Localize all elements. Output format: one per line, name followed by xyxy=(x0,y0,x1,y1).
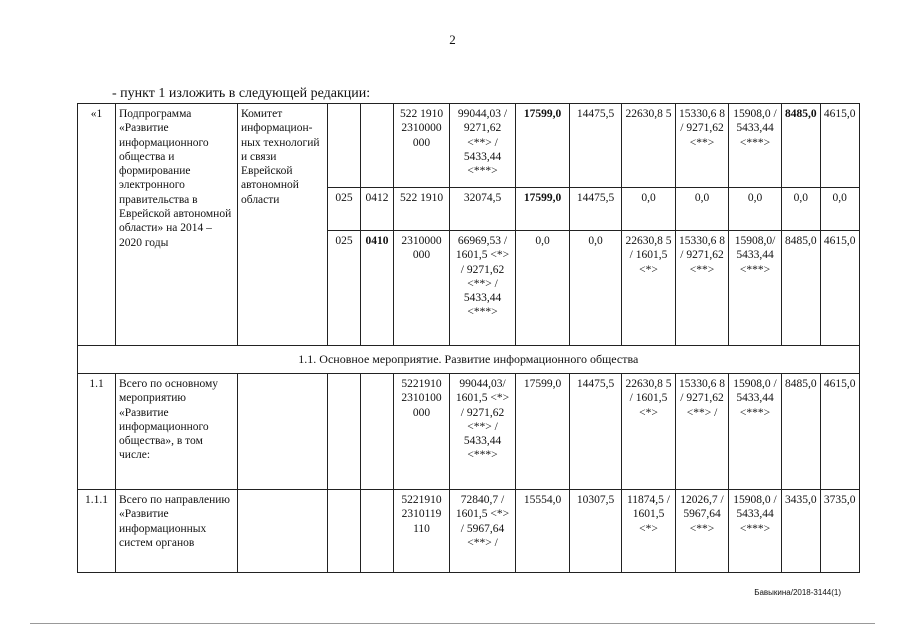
total-cell: 72840,7 / 1601,5 <*> / 5967,64 <**> / xyxy=(450,490,516,573)
year-cell: 10307,5 xyxy=(570,490,622,573)
year-cell: 8485,0 xyxy=(782,104,821,188)
year-cell: 14475,5 xyxy=(570,374,622,490)
year-cell: 0,0 xyxy=(516,231,570,346)
program-name: Всего по направлению «Развитие информационных систем органов xyxy=(116,490,238,573)
year-cell: 0,0 xyxy=(622,188,676,231)
year-cell: 4615,0 xyxy=(820,374,859,490)
year-cell: 22630,8 5 / 1601,5 <*> xyxy=(622,231,676,346)
executor xyxy=(238,490,328,573)
rzpr-cell xyxy=(361,490,394,573)
year-cell: 15908,0 / 5433,44 <***> xyxy=(729,374,782,490)
year-cell: 0,0 xyxy=(820,188,859,231)
year-cell: 14475,5 xyxy=(570,188,622,231)
program-name: Всего по основному мероприятию «Развитие информационного общества», в том числе: xyxy=(116,374,238,490)
grbs-cell xyxy=(328,374,361,490)
year-cell: 15554,0 xyxy=(516,490,570,573)
year-cell: 22630,8 5 xyxy=(622,104,676,188)
year-cell: 8485,0 xyxy=(782,374,821,490)
csr-cell: 522 1910 xyxy=(394,188,450,231)
program-table xyxy=(77,103,860,573)
year-cell: 12026,7 / 5967,64 <**> xyxy=(676,490,729,573)
year-cell: 15330,6 8 / 9271,62 <**> / xyxy=(676,374,729,490)
section-row xyxy=(78,346,860,374)
year-cell: 4615,0 xyxy=(820,104,859,188)
executor: Комитет информацион-ных технологий и связи Еврейской автономной области xyxy=(238,104,328,346)
total-cell: 99044,03/ 1601,5 <*> / 9271,62 <**> / 5433,44 <***> xyxy=(450,374,516,490)
year-cell: 15330,6 8 / 9271,62 <**> xyxy=(676,231,729,346)
row-number: «1 xyxy=(78,104,116,346)
csr-cell: 2310000 000 xyxy=(394,231,450,346)
year-cell: 15908,0/ 5433,44 <***> xyxy=(729,231,782,346)
rzpr-cell xyxy=(361,104,394,188)
executor xyxy=(238,374,328,490)
year-cell: 17599,0 xyxy=(516,374,570,490)
csr-cell: 522 1910 2310000 000 xyxy=(394,104,450,188)
grbs-cell xyxy=(328,490,361,573)
table-row xyxy=(78,104,860,188)
document-reference: Бавыкина/2018-3144(1) xyxy=(754,588,841,597)
grbs-cell: 025 xyxy=(328,188,361,231)
year-cell: 8485,0 xyxy=(782,231,821,346)
rzpr-cell: 0412 xyxy=(361,188,394,231)
grbs-cell xyxy=(328,104,361,188)
row-number: 1.1.1 xyxy=(78,490,116,573)
total-cell: 66969,53 / 1601,5 <*> / 9271,62 <**> / 5433,44 <***> xyxy=(450,231,516,346)
year-cell: 15908,0 / 5433,44 <***> xyxy=(729,490,782,573)
intro-text: - пункт 1 изложить в следующей редакции: xyxy=(112,86,371,101)
year-cell: 3735,0 xyxy=(820,490,859,573)
rzpr-cell xyxy=(361,374,394,490)
year-cell: 0,0 xyxy=(676,188,729,231)
year-cell: 15330,6 8 / 9271,62 <**> xyxy=(676,104,729,188)
program-name: Подпрограмма «Развитие информационного общества и формирование электронного правительства в Еврейской автономной области» на 2014 – 2020 годы xyxy=(116,104,238,346)
year-cell: 17599,0 xyxy=(516,104,570,188)
csr-cell: 5221910 2310100 000 xyxy=(394,374,450,490)
year-cell: 0,0 xyxy=(570,231,622,346)
section-title: 1.1. Основное мероприятие. Развитие информационного общества xyxy=(78,346,860,374)
bottom-divider xyxy=(30,623,875,624)
total-cell: 99044,03 / 9271,62 <**> / 5433,44 <***> xyxy=(450,104,516,188)
page-number: 2 xyxy=(449,32,456,47)
total-cell: 32074,5 xyxy=(450,188,516,231)
year-cell: 3435,0 xyxy=(782,490,821,573)
year-cell: 14475,5 xyxy=(570,104,622,188)
year-cell: 11874,5 / 1601,5 <*> xyxy=(622,490,676,573)
table-row xyxy=(78,374,860,490)
year-cell: 4615,0 xyxy=(820,231,859,346)
table-row xyxy=(78,490,860,573)
csr-cell: 5221910 2310119 110 xyxy=(394,490,450,573)
year-cell: 0,0 xyxy=(729,188,782,231)
year-cell: 15908,0 / 5433,44 <***> xyxy=(729,104,782,188)
grbs-cell: 025 xyxy=(328,231,361,346)
year-cell: 22630,8 5 / 1601,5 <*> xyxy=(622,374,676,490)
rzpr-cell: 0410 xyxy=(361,231,394,346)
row-number: 1.1 xyxy=(78,374,116,490)
year-cell: 0,0 xyxy=(782,188,821,231)
year-cell: 17599,0 xyxy=(516,188,570,231)
